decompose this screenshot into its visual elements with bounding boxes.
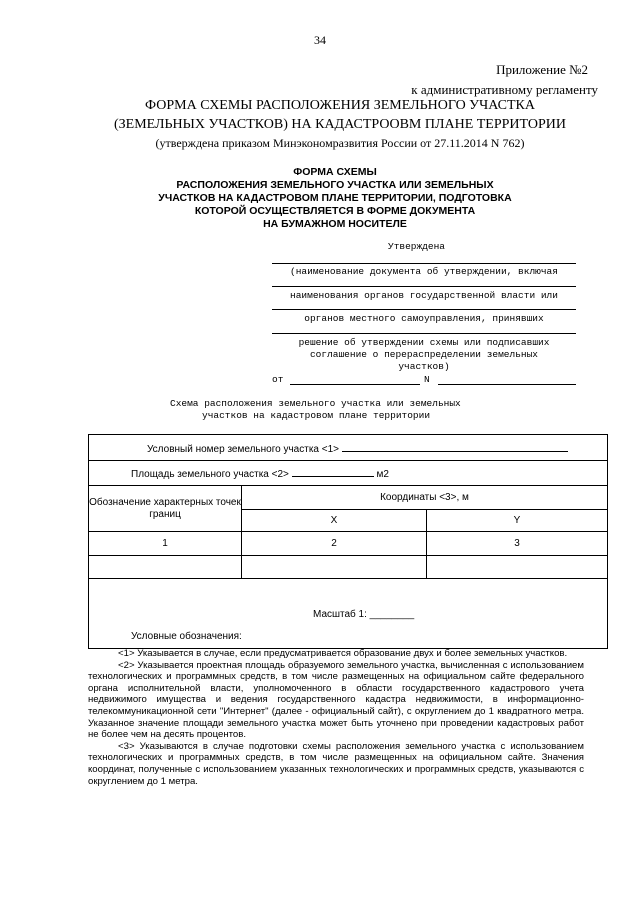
approval-line — [272, 333, 576, 334]
form-title-line5: НА БУМАЖНОМ НОСИТЕЛЕ — [263, 218, 407, 230]
area-unit: м2 — [376, 469, 389, 480]
approval-caption4: решение об утверждении схемы или подписавших — [298, 337, 550, 348]
appendix-line1: Приложение №2 — [496, 62, 588, 77]
coords-header-cell — [242, 486, 608, 510]
table-row — [89, 461, 608, 486]
conditional-number-line — [342, 441, 568, 452]
table-row — [89, 579, 608, 649]
col1-number: 1 — [89, 532, 242, 556]
number-label: N — [424, 374, 430, 385]
points-header: Обозначение характерных точек границ — [89, 496, 241, 520]
form-title — [150, 166, 520, 231]
appendix-line2: к административному регламенту — [411, 82, 598, 97]
empty-cell — [89, 556, 242, 579]
footnotes — [88, 648, 584, 787]
form-title-line1: ФОРМА СХЕМЫ — [293, 166, 377, 178]
approval-caption1: (наименование документа об утверждении, включая — [290, 266, 558, 277]
approval-caption3: органов местного самоуправления, принявших — [304, 313, 544, 324]
y-header: Y — [427, 510, 608, 532]
conditional-number-label: Условный номер земельного участка <1> — [147, 443, 340, 455]
scheme-caption-line2: участков на кадастровом плане территории — [202, 410, 431, 421]
approved-label: Утверждена — [388, 241, 446, 252]
footnote-2: <2> Указывается проектная площадь образуемого земельного участка, вычисленная с использованием технологических и программных средств, в том числе размещенных на официальном сайте федерального органа исполнительной власти, уполномоченного в области государственного кадастрового учета недвижимого имущества и ведения государственного кадастра недвижимости, в информационно-телекоммуникационной сети "Интернет" (далее - официальный сайт), с округлением до 1 квадратного метра. Указанное значение площади земельного участка может быть уточнено при проведении кадастровых работ не более чем на десять процентов. — [88, 659, 584, 741]
header-subtitle: (утверждена приказом Минэкономразвития России от 27.11.2014 N 762) — [155, 136, 525, 150]
area-cell — [89, 461, 608, 486]
from-label: от — [272, 374, 284, 385]
form-title-line4: КОТОРОЙ ОСУЩЕСТВЛЯЕТСЯ В ФОРМЕ ДОКУМЕНТА — [194, 205, 476, 217]
x-header: X — [242, 510, 427, 532]
approval-line — [272, 263, 576, 264]
page-number: 34 — [314, 33, 326, 47]
legend-label: Условные обозначения: — [131, 631, 242, 642]
scale-label: Масштаб 1: ________ — [313, 609, 415, 620]
footnote-1: <1> Указывается в случае, если предусматривается образование двух и более земельных участков. — [118, 648, 568, 659]
table-row — [89, 532, 608, 556]
header-title-line2: (ЗЕМЕЛЬНЫХ УЧАСТКОВ) НА КАДАСТРООВМ ПЛАНЕ ТЕРРИТОРИИ — [113, 117, 567, 132]
footnote-3: <3> Указываются в случае подготовки схемы расположения земельного участка с использованием технологических и программных средств, в том числе размещенных на официальном сайте. Значения координат, полученные с использованием указанных технологических и программных средств, указываются с округлением до 1 метра. — [88, 740, 584, 787]
approval-caption2: наименования органов государственной власти или — [290, 290, 558, 301]
conditional-number-cell — [89, 435, 608, 461]
col3-number: 3 — [427, 532, 608, 556]
approval-caption5: соглашение о перераспределении земельных — [309, 349, 539, 360]
header-title-line1: ФОРМА СХЕМЫ РАСПОЛОЖЕНИЯ ЗЕМЕЛЬНОГО УЧАСТКА — [145, 98, 535, 113]
form-title-line2: РАСПОЛОЖЕНИЯ ЗЕМЕЛЬНОГО УЧАСТКА ИЛИ ЗЕМЕЛЬНЫХ — [176, 179, 494, 191]
area-label: Площадь земельного участка <2> — [131, 469, 289, 480]
approval-line — [272, 309, 576, 310]
drawing-area — [89, 579, 608, 649]
table-row — [89, 486, 608, 510]
scheme-caption-line1: Схема расположения земельного участка или земельных — [170, 398, 461, 409]
approval-line — [272, 286, 576, 287]
coords-header: Координаты <3>, м — [380, 492, 469, 503]
table-row — [89, 435, 608, 461]
approval-caption6: участков) — [398, 361, 450, 372]
scheme-table — [88, 434, 608, 649]
number-line — [438, 384, 576, 385]
empty-cell — [427, 556, 608, 579]
date-line — [290, 384, 420, 385]
form-title-line3: УЧАСТКОВ НА КАДАСТРОВОМ ПЛАНЕ ТЕРРИТОРИИ, ПОДГОТОВКА — [158, 192, 512, 204]
col2-number: 2 — [242, 532, 427, 556]
table-row — [89, 556, 608, 579]
empty-cell — [242, 556, 427, 579]
points-header-cell — [89, 486, 242, 532]
area-line — [292, 466, 374, 477]
